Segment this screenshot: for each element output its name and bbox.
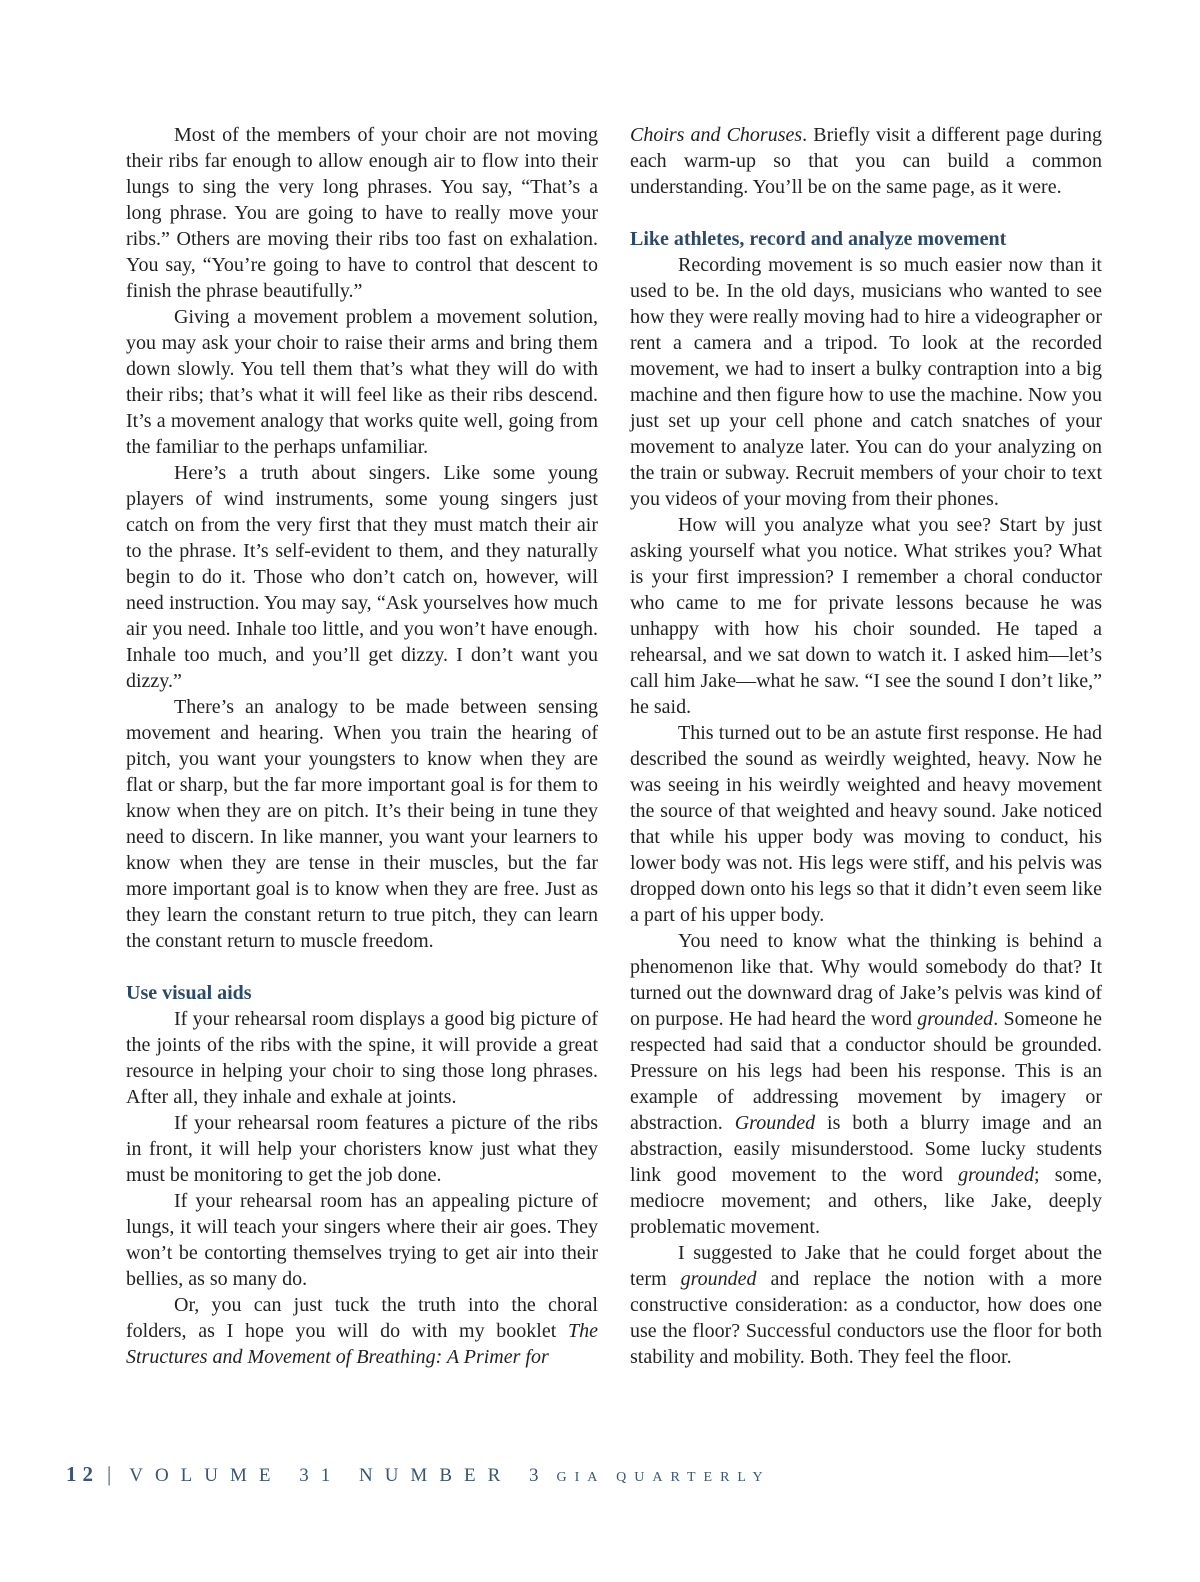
- paragraph: [630, 928, 1102, 1240]
- paragraph: There’s an analogy to be made between sensing movement and hearing. When you train the hearing of pitch, you want your youngsters to know when they are flat or sharp, but the far more important goal is for them to know when they are on pitch. It’s their being in tune they need to discern. In like manner, you want your learners to know when they are tense in their muscles, but the far more important goal is to know when they are free. Just as they learn the constant return to true pitch, they can learn the constant return to muscle freedom.: [126, 696, 598, 952]
- paragraph: This turned out to be an astute first response. He had described the sound as weirdly weighted, heavy. Now he was seeing in his weirdly weighted and heavy movement the source of that weighted and heavy sound. Jake noticed that while his upper body was moving to conduct, his lower body was not. His legs were stiff, and his pelvis was dropped down onto his legs so that it didn’t even seem like a part of his upper body.: [630, 722, 1102, 926]
- paragraph: [630, 1240, 1102, 1370]
- paragraph-text: is both a blurry image and an abstraction, easily misunderstood. Some lucky students link good movement to the word: [630, 1112, 1102, 1186]
- paragraph: Here’s a truth about singers. Like some young players of wind instruments, some young singers just catch on from the very first that they must match their air to the phrase. It’s self-evident to them, and they naturally begin to do it. Those who don’t catch on, however, will need instruction. You may say, “Ask yourselves how much air you need. Inhale too little, and you won’t have enough. Inhale too much, and you’ll get dizzy. I don’t want you dizzy.”: [126, 462, 598, 692]
- emphasis: grounded: [958, 1164, 1034, 1186]
- paragraph-text: and replace the notion with a more constructive consideration: as a conductor, how does one use the floor? Successful conductors use the floor for both stability and mobility. Both. They feel the floor.: [630, 1268, 1102, 1368]
- book-title: Choirs and Choruses: [630, 124, 803, 146]
- paragraph-text: I suggested to Jake that he could forget about the term: [630, 1242, 1102, 1290]
- left-column: [126, 122, 598, 1370]
- volume-label: VOLUME 31 NUMBER 3: [129, 1465, 551, 1486]
- emphasis: grounded: [917, 1008, 994, 1030]
- paragraph: [126, 1292, 598, 1370]
- paragraph-text: . Someone he respected had said that a conductor should be grounded. Pressure on his legs had been his response. This is an example of addressing movement by imagery or abstraction.: [630, 1008, 1103, 1134]
- magazine-name: GIA QUARTERLY: [556, 1470, 771, 1485]
- section-heading-record-movement: Like athletes, record and analyze movement: [630, 228, 1007, 250]
- paragraph: Giving a movement problem a movement solution, you may ask your choir to raise their arms and bring them down slowly. You tell them that’s what they will do with their ribs; that’s what it will feel like as their ribs descend. It’s a movement analogy that works quite well, going from the familiar to the perhaps unfamiliar.: [126, 306, 598, 458]
- paragraph: If your rehearsal room displays a good big picture of the joints of the ribs with the spine, it will provide a great resource in helping your choir to sing those long phrases. After all, they inhale and exhale at joints.: [126, 1008, 598, 1108]
- paragraph: How will you analyze what you see? Start by just asking yourself what you notice. What strikes you? What is your first impression? I remember a choral conductor who came to me for private lessons because he was unhappy with how his choir sounded. He taped a rehearsal, and we sat down to watch it. I asked him—let’s call him Jake—what he saw. “I see the sound I don’t like,” he said.: [630, 514, 1102, 718]
- paragraph-text: ; some, mediocre movement; and others, like Jake, deeply problematic movement.: [630, 1164, 1102, 1238]
- right-column: [630, 122, 1102, 1370]
- paragraph-text: . Briefly visit a different page during each warm-up so that you can build a common understanding. You’ll be on the same page, as it were.: [630, 124, 1103, 198]
- emphasis: Grounded: [734, 1112, 816, 1134]
- paragraph-text: Or, you can just tuck the truth into the choral folders, as I hope you will do with my booklet: [126, 1294, 598, 1342]
- page-number: 12: [66, 1462, 99, 1486]
- paragraph: [630, 122, 1102, 200]
- emphasis: grounded: [680, 1268, 757, 1290]
- paragraph: Recording movement is so much easier now than it used to be. In the old days, musicians who wanted to see how they were really moving had to hire a videographer or rent a camera and a tripod. To look at the recorded movement, we had to insert a bulky contraption into a big machine and then figure how to use the machine. Now you just set up your cell phone and catch snatches of your movement to analyze later. You can do your analyzing on the train or subway. Recruit members of your choir to text you videos of your moving from their phones.: [630, 254, 1102, 510]
- paragraph: If your rehearsal room features a picture of the ribs in front, it will help your choristers know just what they must be monitoring to get the job done.: [126, 1112, 598, 1186]
- book-title: The Structures and Movement of Breathing: A Primer for: [126, 1320, 598, 1368]
- paragraph: Most of the members of your choir are not moving their ribs far enough to allow enough air to flow into their lungs to sing the very long phrases. You say, “That’s a long phrase. You are going to have to really move your ribs.” Others are moving their ribs too fast on exhalation. You say, “You’re going to have to control that descent to finish the phrase beautifully.”: [126, 124, 598, 302]
- footer-separator: |: [107, 1462, 116, 1486]
- paragraph-text: You need to know what the thinking is behind a phenomenon like that. Why would somebody do that? It turned out the downward drag of Jake’s pelvis was kind of on purpose. He had heard the word: [630, 930, 1102, 1030]
- section-heading-visual-aids: Use visual aids: [126, 982, 252, 1004]
- page-footer: [66, 1462, 771, 1487]
- paragraph: If your rehearsal room has an appealing picture of lungs, it will teach your singers where their air goes. They won’t be contorting themselves trying to get air into their bellies, as so many do.: [126, 1190, 598, 1290]
